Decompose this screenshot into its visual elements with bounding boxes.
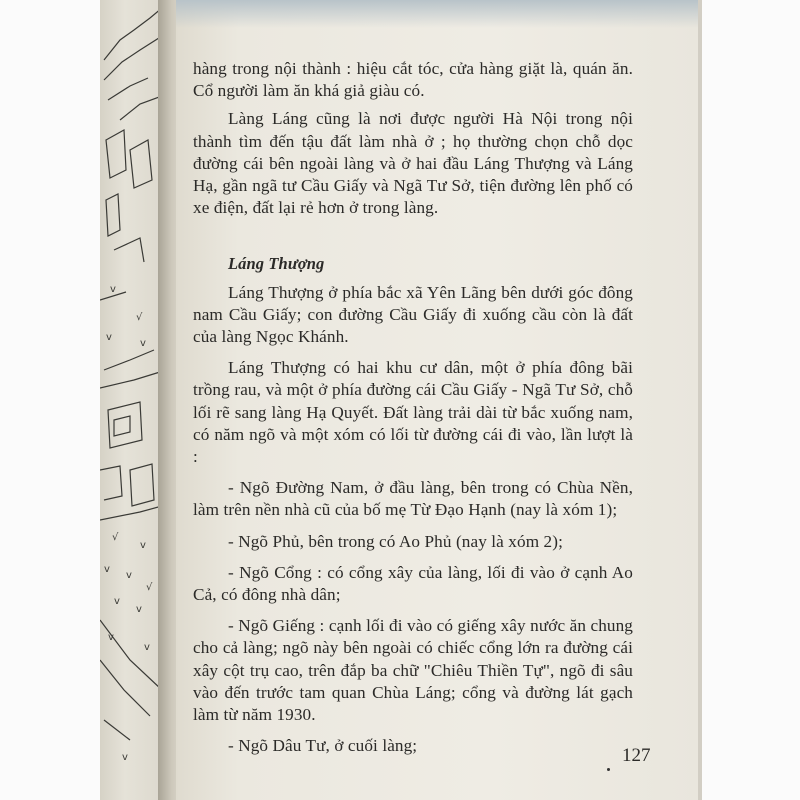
svg-text:v: v [140, 540, 146, 551]
svg-text:v: v [104, 564, 110, 575]
svg-text:√: √ [146, 582, 153, 593]
svg-text:v: v [136, 604, 142, 615]
list-item-ngo-cong: - Ngõ Cổng : có cổng xây của làng, lối đi vào ở cạnh Ao Cả, có đông nhà dân; [193, 562, 633, 605]
ink-speck [607, 768, 610, 771]
page-number: 127 [622, 745, 651, 766]
svg-text:√: √ [112, 532, 119, 543]
facing-page-map-illustration [100, 0, 162, 800]
page-top-shadow [176, 0, 698, 28]
list-item-ngo-phu: - Ngõ Phủ, bên trong có Ao Phủ (nay là xóm 2); [228, 531, 563, 551]
paragraph-lang-thuong-residents: Láng Thượng có hai khu cư dân, một ở phía đông bãi trồng rau, và một ở phía đường cái Cầu Giấy - Ngã Tư Sở, chỗ lối rẽ sang làng Hạ Quyết. Đất làng trải dài từ bắc xuống nam, có năm ngõ và một xóm có lối từ đường cái đi vào, lần lượt là : [193, 358, 633, 467]
svg-text:v: v [110, 284, 116, 295]
svg-text:v: v [144, 642, 150, 653]
paragraph-lang-lang: Làng Láng cũng là nơi được người Hà Nội trong nội thành tìm đến tậu đất làm nhà ở ; họ thường chọn chỗ dọc đường cái bên ngoài làng và ở hai đầu Láng Thượng và Láng Hạ, gần ngã tư Cầu Giấy và Ngã Tư Sở, tiện đường lên phố có xe điện, đất lại rẻ hơn ở trong làng. [193, 109, 633, 218]
map-sketch [100, 0, 162, 800]
svg-text:v: v [122, 752, 128, 763]
svg-text:v: v [108, 632, 114, 643]
page-edge [698, 0, 702, 800]
svg-text:v: v [106, 332, 112, 343]
paragraph-lang-thuong-location: Láng Thượng ở phía bắc xã Yên Lãng bên dưới góc đông nam Cầu Giấy; con đường Cầu Giấy đi xuống cầu còn là đất của làng Ngọc Khánh. [193, 282, 633, 347]
svg-text:√: √ [136, 312, 143, 323]
list-item-ngo-duong-nam: - Ngõ Đường Nam, ở đầu làng, bên trong có Chùa Nền, làm trên nền nhà cũ của bố mẹ Từ Đạo Hạnh (nay là xóm 1); [193, 478, 633, 520]
paragraph-continuation: hàng trong nội thành : hiệu cắt tóc, cửa hàng giặt là, quán ăn. Cổ người làm ăn khá giả giàu có. [193, 59, 633, 101]
section-heading-lang-thuong: Láng Thượng [228, 254, 325, 274]
list-item-ngo-gieng: - Ngõ Giếng : cạnh lối đi vào có giếng xây nước ăn chung cho cả làng; ngõ này bên ngoài có chiếc cổng lớn ra đường cái xây cột trụ cao, trên đắp ba chữ "Chiêu Thiền Tự", ngõ đi sâu vào đến trước tam quan Chùa Láng; cổng và đường lát gạch làm từ năm 1930. [193, 616, 633, 725]
svg-text:v: v [126, 570, 132, 581]
svg-text:v: v [140, 338, 146, 349]
svg-text:v: v [114, 596, 120, 607]
page-text-body [193, 58, 633, 757]
list-item-ngo-dau-tu: - Ngõ Dâu Tư, ở cuối làng; [228, 736, 418, 756]
